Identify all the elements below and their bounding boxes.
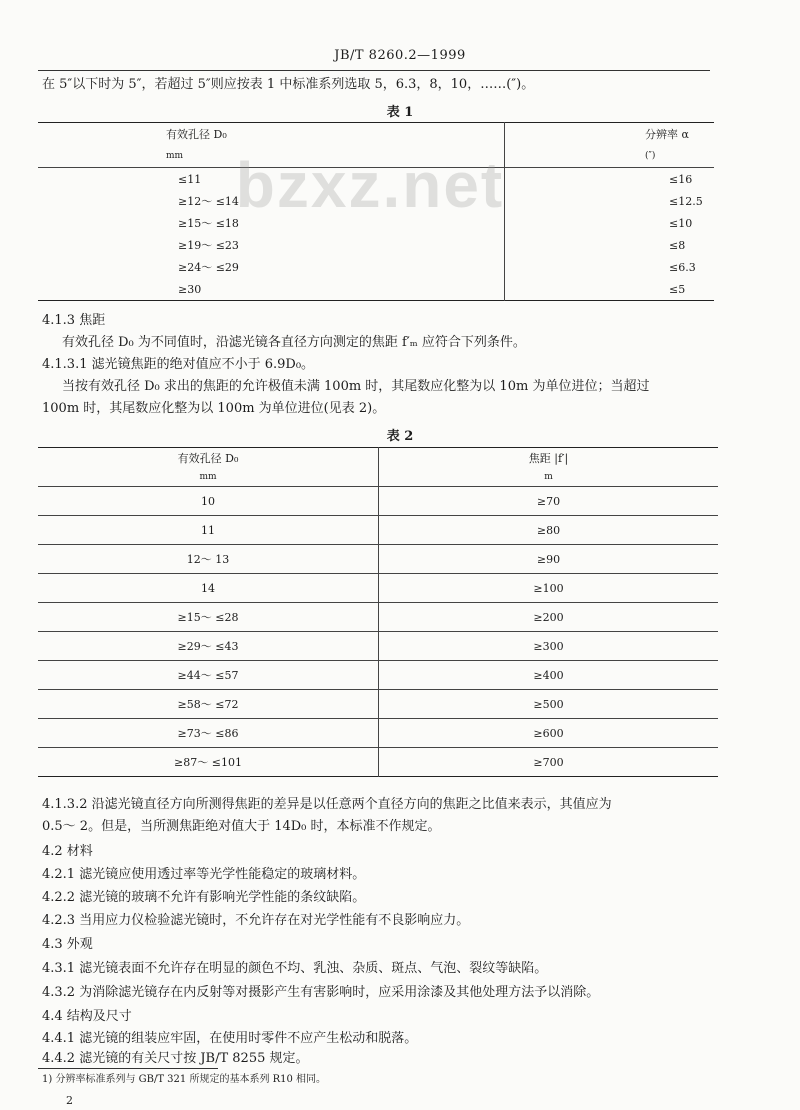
section-431: 4.3.1 滤光镜表面不允许存在明显的颜色不均、乳浊、杂质、斑点、气泡、裂纹等缺陷。 (42, 961, 548, 976)
table-cell: ≤5 (669, 282, 686, 296)
table1-col1-unit: mm (38, 145, 505, 168)
table-row (38, 256, 714, 278)
table1-col2-label: 分辨率 α (645, 128, 689, 141)
table2-col1-unit: mm (38, 468, 379, 487)
intro-text: 在 5″以下时为 5″，若超过 5″则应按表 1 中标准系列选取 5，6.3，8，10，……(″)。 (42, 77, 535, 92)
table-cell: ≥29～ ≤43 (38, 632, 379, 661)
table-cell: ≥400 (379, 661, 719, 690)
table1-col1-label: 有效孔径 D₀ (38, 123, 505, 146)
table-cell: ≥15～ ≤18 (38, 212, 505, 234)
table2-col2-unit: m (379, 468, 719, 487)
table-row (38, 719, 718, 748)
table-cell: ≥24～ ≤29 (38, 256, 505, 278)
section-44-heading: 4.4 结构及尺寸 (42, 1009, 132, 1024)
table-row (38, 603, 718, 632)
table-row (38, 632, 718, 661)
table-cell: ≤16 (669, 172, 693, 186)
table-row (38, 748, 718, 777)
table-row (38, 234, 714, 256)
table-cell: ≥73～ ≤86 (38, 719, 379, 748)
section-442: 4.4.2 滤光镜的有关尺寸按 JB/T 8255 规定。 (42, 1051, 309, 1066)
table-row (38, 574, 718, 603)
table-cell: ≥19～ ≤23 (38, 234, 505, 256)
table-cell: 12～ 13 (38, 545, 379, 574)
header-rule (38, 70, 710, 71)
table-row (38, 516, 718, 545)
table-cell: ≥87～ ≤101 (38, 748, 379, 777)
table-cell: ≥58～ ≤72 (38, 690, 379, 719)
section-423: 4.2.3 当用应力仪检验滤光镜时，不允许存在对光学性能有不良影响应力。 (42, 913, 470, 928)
table-row (38, 545, 718, 574)
footnote: 1) 分辨率标准系列与 GB/T 321 所规定的基本系列 R10 相同。 (42, 1074, 327, 1085)
table-cell: ≥15～ ≤28 (38, 603, 379, 632)
table-row (38, 690, 718, 719)
page-number: 2 (66, 1094, 73, 1107)
table-cell: ≥80 (379, 516, 719, 545)
table-cell: ≤8 (669, 238, 686, 252)
table-cell: ≤11 (38, 168, 505, 191)
table2-caption: 表 2 (386, 429, 414, 444)
table-cell: ≥44～ ≤57 (38, 661, 379, 690)
table1-caption: 表 1 (386, 105, 414, 120)
table2-col2-label: 焦距 |f′| (528, 452, 569, 465)
table-cell: ≥12～ ≤14 (38, 190, 505, 212)
table-row (38, 278, 714, 301)
table-cell: ≥200 (379, 603, 719, 632)
section-413-para2-line1: 当按有效孔径 D₀ 求出的焦距的允许极值未满 100m 时，其尾数应化整为以 10m 为单位进位；当超过 (62, 379, 650, 394)
table-cell: ≤12.5 (669, 194, 703, 208)
footnote-rule (38, 1068, 218, 1069)
section-413-para2-line2: 100m 时，其尾数应化整为以 100m 为单位进位(见表 2)。 (42, 401, 386, 416)
table2 (38, 447, 718, 777)
section-422: 4.2.2 滤光镜的玻璃不允许有影响光学性能的条纹缺陷。 (42, 890, 366, 905)
section-43-heading: 4.3 外观 (42, 937, 93, 952)
section-413-heading: 4.1.3 焦距 (42, 313, 106, 328)
section-4132-line1: 4.1.3.2 沿滤光镜直径方向所测得焦距的差异是以任意两个直径方向的焦距之比值来表示，其值应为 (42, 797, 612, 812)
page-header: JB/T 8260.2—1999 (334, 48, 466, 63)
section-4131: 4.1.3.1 滤光镜焦距的绝对值应不小于 6.9D₀。 (42, 357, 315, 372)
section-432: 4.3.2 为消除滤光镜存在内反射等对摄影产生有害影响时，应采用涂漆及其他处理方法予以消除。 (42, 985, 600, 1000)
watermark: bzxz.net (235, 149, 505, 221)
table-row (38, 487, 718, 516)
section-413-para: 有效孔径 D₀ 为不同值时，沿滤光镜各直径方向测定的焦距 f′ₘ 应符合下列条件。 (62, 335, 526, 350)
table-cell: ≤10 (669, 216, 693, 230)
table-cell: ≥100 (379, 574, 719, 603)
table-cell: ≤6.3 (669, 260, 696, 274)
table-cell: 10 (38, 487, 379, 516)
table-cell: ≥30 (38, 278, 505, 301)
table-row (38, 661, 718, 690)
table-cell: 14 (38, 574, 379, 603)
table-cell: ≥70 (379, 487, 719, 516)
table-cell: ≥90 (379, 545, 719, 574)
section-441: 4.4.1 滤光镜的组装应牢固，在使用时零件不应产生松动和脱落。 (42, 1031, 418, 1046)
section-421: 4.2.1 滤光镜应使用透过率等光学性能稳定的玻璃材料。 (42, 867, 366, 882)
table-cell: 11 (38, 516, 379, 545)
table-cell: ≥300 (379, 632, 719, 661)
table2-col1-label: 有效孔径 D₀ (38, 448, 379, 469)
table-cell: ≥500 (379, 690, 719, 719)
table-cell: ≥600 (379, 719, 719, 748)
table-cell: ≥700 (533, 755, 564, 769)
table1-col2-unit: (″) (505, 145, 715, 168)
section-4132-line2: 0.5～ 2。但是，当所测焦距绝对值大于 14D₀ 时，本标准不作规定。 (42, 819, 441, 834)
section-42-heading: 4.2 材料 (42, 844, 93, 859)
